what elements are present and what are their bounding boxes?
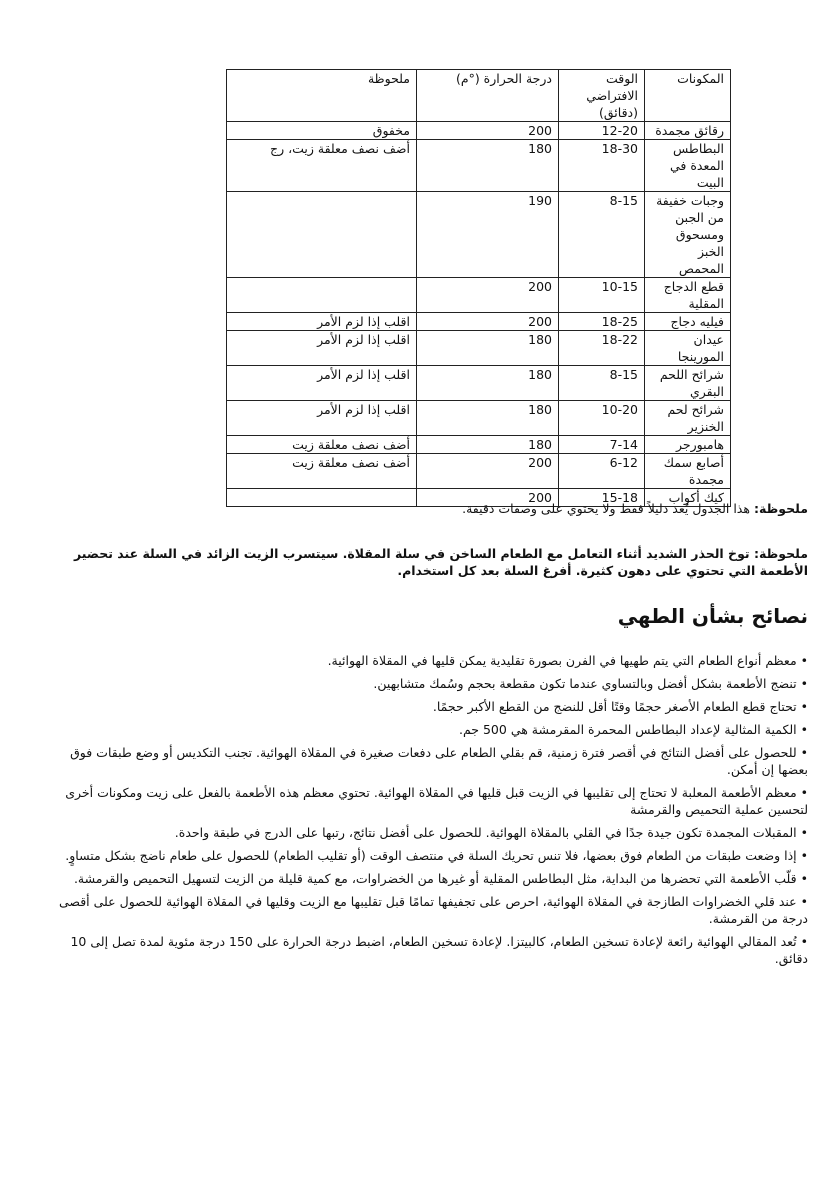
cell-temperature: 200 (417, 454, 559, 489)
cell-time: 18-30 (559, 140, 645, 192)
cell-time: 7-14 (559, 436, 645, 454)
cell-ingredient: وجبات خفيفة من الجبن ومسحوق الخبز المحمص (645, 192, 731, 278)
cell-time: 10-15 (559, 278, 645, 313)
tip-item: • تنضج الأطعمة بشكل أفضل وبالتساوي عندما تكون مقطعة بحجم وسُمك متشابهين. (373, 676, 808, 691)
cell-temperature: 200 (417, 122, 559, 140)
cell-ingredient: أصابع سمك مجمدة (645, 454, 731, 489)
cell-ingredient: قطع الدجاج المقلية (645, 278, 731, 313)
table-row (227, 192, 731, 278)
cell-note: مخفوق (227, 122, 417, 140)
cell-time: 8-15 (559, 192, 645, 278)
tip-item: • عند قلي الخضراوات الطازجة في المقلاة الهوائية، احرص على تجفيفها تمامًا قبل تقليبها مع الزيت وقليها في المقلاة الهوائية للحصول على أقصى درجة من القرمشة. (58, 894, 808, 926)
cell-note: اقلب إذا لزم الأمر (227, 366, 417, 401)
table-row (227, 313, 731, 331)
cell-temperature: 180 (417, 331, 559, 366)
cell-temperature: 180 (417, 401, 559, 436)
table-body (227, 122, 731, 507)
cell-note: أضف نصف معلقة زيت، رج (227, 140, 417, 192)
cell-temperature: 190 (417, 192, 559, 278)
cell-note: أضف نصف معلقة زيت (227, 436, 417, 454)
cell-temperature: 180 (417, 140, 559, 192)
tip-item: • تُعد المقالي الهوائية رائعة لإعادة تسخين الطعام، كالبيتزا. لإعادة تسخين الطعام، اضبط درجة الحرارة على 150 درجة مئوية لمدة تصل إلى 10 دقائق. (70, 934, 808, 966)
cell-ingredient: عيدان المورينجا (645, 331, 731, 366)
table-row (227, 401, 731, 436)
tip-item: • معظم أنواع الطعام التي يتم طهيها في الفرن بصورة تقليدية يمكن قليها في المقلاة الهوائية. (327, 653, 808, 668)
tips-heading: نصائح بشأن الطهي (617, 604, 808, 628)
cell-ingredient: كيك أكواب (645, 489, 731, 507)
disclaimer-label: ملحوظة: (753, 501, 808, 516)
cell-temperature: 200 (417, 489, 559, 507)
table-row (227, 278, 731, 313)
cell-ingredient: البطاطس المعدة في البيت (645, 140, 731, 192)
cell-ingredient: هامبورجر (645, 436, 731, 454)
header-time: الوقت الافتراضي (دقائق) (559, 70, 645, 122)
cell-ingredient: رقائق مجمدة (645, 122, 731, 140)
hot-food-warning: ملحوظة: توخ الحذر الشديد أثناء التعامل مع الطعام الساخن في سلة المقلاة. سيتسرب الزيت الزائد في السلة عند تحضير الأطعمة التي تحتوي على دهون كثيرة. أفرغ السلة بعد كل استخدام. (74, 546, 808, 578)
cell-time: 12-20 (559, 122, 645, 140)
cell-time: 15-18 (559, 489, 645, 507)
cell-temperature: 200 (417, 313, 559, 331)
cell-note: اقلب إذا لزم الأمر (227, 313, 417, 331)
table-row (227, 436, 731, 454)
table-row (227, 122, 731, 140)
cooking-table (226, 69, 731, 507)
cell-time: 6-12 (559, 454, 645, 489)
table-disclaimer (38, 500, 808, 517)
cell-time: 8-15 (559, 366, 645, 401)
table-row (227, 454, 731, 489)
tips-list (38, 652, 808, 973)
header-note: ملحوظة (227, 70, 417, 122)
tip-item: • إذا وضعت طبقات من الطعام فوق بعضها، فلا تنس تحريك السلة في منتصف الوقت (أو تقليب الطعام) للحصول على طعام ناضج بشكل متساوٍ. (65, 848, 808, 863)
tip-item: • المقبلات المجمدة تكون جيدة جدًا في القلي بالمقلاة الهوائية. للحصول على أفضل نتائج، رتبها على الدرج في طبقة واحدة. (174, 825, 808, 840)
tip-item: • قلّب الأطعمة التي تحضرها من البداية، مثل البطاطس المقلية أو غيرها من الخضراوات، مع كمية قليلة من الزيت لتسهيل التحميص والقرمشة. (73, 871, 808, 886)
table-header-row (227, 70, 731, 122)
cell-note: اقلب إذا لزم الأمر (227, 331, 417, 366)
table-row (227, 140, 731, 192)
cell-note: اقلب إذا لزم الأمر (227, 401, 417, 436)
cell-time: 10-20 (559, 401, 645, 436)
cell-note: أضف نصف معلقة زيت (227, 454, 417, 489)
tip-item: • تحتاج قطع الطعام الأصغر حجمًا وقتًا أقل للنضج من القطع الأكبر حجمًا. (432, 699, 808, 714)
disclaimer-text: هذا الجدول يُعد دليلاً فقط ولا يحتوي على وصفات دقيقة. (462, 501, 750, 516)
table-row (227, 331, 731, 366)
cell-note (227, 192, 417, 278)
tip-item: • للحصول على أفضل النتائج في أقصر فترة زمنية، قم بقلي الطعام على دفعات صغيرة في المقلاة الهوائية. تجنب التكديس أو وضع طبقات فوق بعضها إن أمكن. (70, 745, 808, 777)
cell-temperature: 200 (417, 278, 559, 313)
cell-temperature: 180 (417, 366, 559, 401)
cell-temperature: 180 (417, 436, 559, 454)
table-row (227, 366, 731, 401)
cell-note (227, 278, 417, 313)
cell-ingredient: شرائح لحم الخنزير (645, 401, 731, 436)
cell-ingredient: فيليه دجاج (645, 313, 731, 331)
tip-item: • معظم الأطعمة المعلبة لا تحتاج إلى تقليبها في الزيت قبل قليها في المقلاة الهوائية. تحتوي معظم هذه الأطعمة بالفعل على زيت ومكونات أخرى لتحسين عملية التحميص والقرمشة (65, 785, 808, 817)
cell-time: 18-25 (559, 313, 645, 331)
header-ingredients: المكونات (645, 70, 731, 122)
tip-item: • الكمية المثالية لإعداد البطاطس المحمرة المقرمشة هي 500 جم. (458, 722, 808, 737)
cell-ingredient: شرائح اللحم البقري (645, 366, 731, 401)
cell-time: 18-22 (559, 331, 645, 366)
header-temperature: درجة الحرارة (°م) (417, 70, 559, 122)
